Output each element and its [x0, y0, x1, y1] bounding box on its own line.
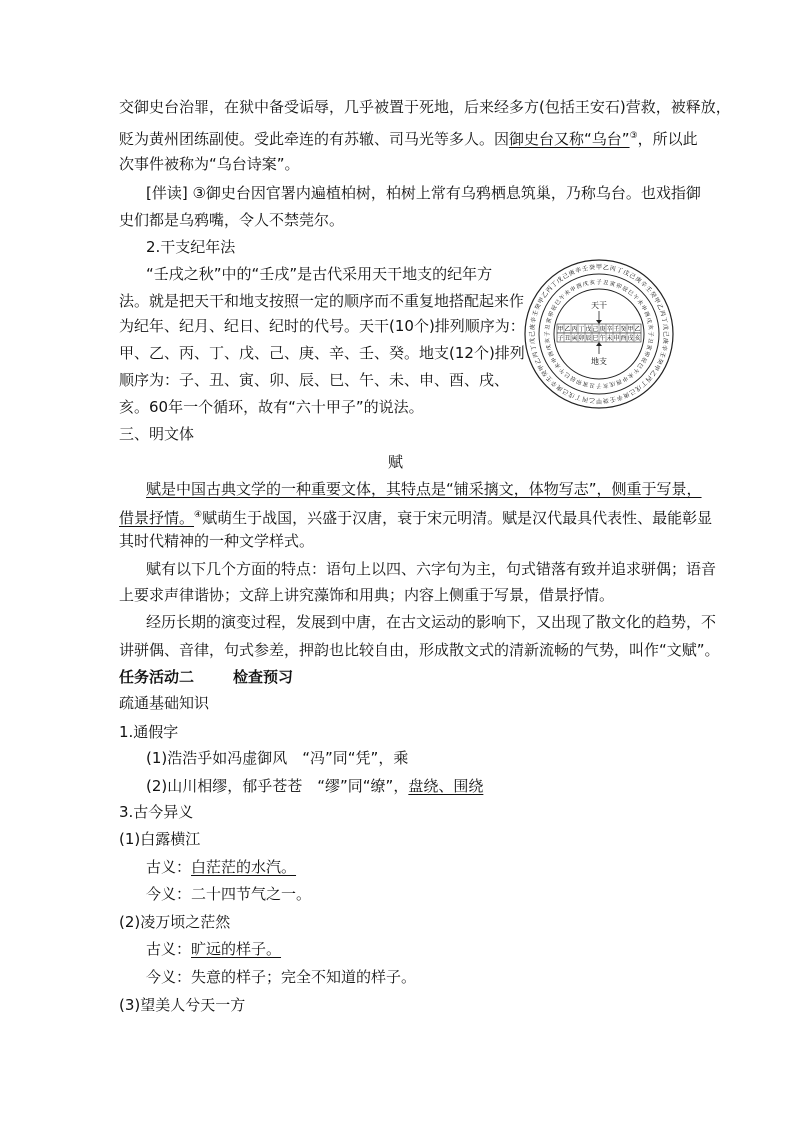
wheel-cell-glyph: 申 [613, 335, 620, 342]
reading-note: [伴读] ③御史台因官署内遍植柏树，柏树上常有乌鸦栖息筑巢，乃称乌台。也戏指御 [146, 184, 701, 202]
wheel-glyph: 乙 [588, 396, 596, 404]
wheel-cell-glyph: 戊 [585, 326, 592, 333]
wheel-glyph: 甲 [536, 296, 546, 306]
list-heading: 1.通假字 [119, 723, 179, 741]
para-line: 赋是中国古典文学的一种重要文体，其特点是“铺采摛文，体物写志”，侧重于写景， [146, 480, 702, 498]
wheel-cell-glyph: 卯 [578, 335, 585, 342]
wheel-glyph: 戊 [555, 275, 565, 285]
wheel-glyph: 丑 [589, 381, 596, 389]
list-item [146, 939, 281, 959]
para-line: 赋有以下几个方面的特点：语句上以四、六字句为主，句式错落有致并追求骈偶；语音 [146, 560, 717, 578]
wheel-glyph: 辛 [638, 279, 649, 290]
wheel-glyph: 卯 [547, 310, 556, 319]
text-run: 古义： [146, 858, 192, 876]
para-line: 为纪年、纪月、纪日、纪时的代号。天干(10个)排列顺序为： [119, 317, 525, 335]
wheel-cell-glyph: 亥 [634, 335, 641, 342]
wheel-glyph: 庚 [661, 337, 669, 345]
wheel-glyph: 庚 [529, 323, 537, 331]
list-item: (1)白露横江 [119, 830, 201, 848]
footnote-marker: ④ [194, 510, 203, 520]
para-line [119, 505, 712, 528]
wheel-glyph: 辛 [549, 378, 560, 389]
list-item: 今义：失意的样子；完全不知道的样子。 [146, 968, 417, 986]
reading-note: 史们都是乌鸦嘴，令人不禁莞尔。 [119, 211, 345, 229]
wheel-glyph: 己 [561, 271, 571, 281]
subsection-title: 赋 [388, 453, 404, 471]
wheel-glyph: 戌 [644, 317, 652, 325]
tiangan-label: 天干 [591, 301, 607, 310]
wheel-glyph: 丙 [643, 373, 654, 384]
wheel-cell-glyph: 甲 [627, 326, 634, 333]
wheel-glyph: 丁 [638, 378, 649, 389]
wheel-glyph: 庚 [633, 275, 643, 285]
wheel-glyph: 戌 [582, 280, 590, 289]
wheel-glyph: 寅 [644, 343, 653, 351]
underlined-text: 御史台又称“乌台” [509, 130, 630, 148]
wheel-cell-glyph: 戌 [627, 335, 634, 342]
wheel-glyph: 午 [631, 366, 640, 375]
wheel-glyph: 卯 [614, 282, 623, 291]
list-item [146, 776, 483, 796]
wheel-glyph: 乙 [540, 290, 550, 300]
wheel-glyph: 甲 [652, 296, 662, 306]
wheel-glyph: 己 [627, 387, 637, 397]
wheel-glyph: 癸 [602, 396, 610, 404]
task-subheading: 疏通基础知识 [119, 694, 210, 712]
wheel-glyph: 甲 [595, 264, 603, 271]
text-run: (2)山川相缪，郁乎苍苍 “缪”同“缭”， [146, 777, 409, 795]
wheel-glyph: 巳 [635, 361, 644, 370]
wheel-glyph: 子 [596, 382, 602, 389]
wheel-glyph: 壬 [643, 284, 654, 295]
para-line [119, 126, 698, 149]
wheel-glyph: 辛 [615, 392, 624, 402]
wheel-glyph: 亥 [544, 337, 552, 344]
wheel-cell-glyph: 午 [599, 335, 606, 342]
wheel-glyph: 丑 [602, 279, 609, 287]
wheel-glyph: 午 [558, 366, 567, 375]
wheel-glyph: 乙 [602, 264, 610, 272]
para-line: 次事件被称为“乌台诗案”。 [119, 155, 300, 173]
wheel-glyph: 戊 [529, 337, 537, 345]
para-line: 讲骈偶、音律，句式参差，押韵也比较自由，形成散文式的清新流畅的气势，叫作“文赋”。 [119, 641, 720, 659]
wheel-cell-glyph: 壬 [613, 326, 620, 333]
wheel-glyph: 午 [631, 293, 640, 302]
wheel-glyph: 甲 [652, 362, 662, 372]
wheel-glyph: 壬 [531, 309, 541, 318]
text-run: 赋萌生于战国，兴盛于汉唐，衰于宋元明清。赋是汉代最具代表性、最能彰显 [202, 509, 713, 527]
wheel-glyph: 申 [639, 304, 648, 313]
underlined-text: 借景抒情。 [119, 509, 195, 527]
para-line: 上要求声律谐协；文辞上讲究藻饰和用典；内容上侧重于写景，借景抒情。 [119, 586, 615, 604]
wheel-glyph: 丙 [531, 350, 541, 359]
wheel-glyph: 丁 [615, 266, 624, 276]
para-line: 顺序为：子、丑、寅、卯、辰、巳、午、未、申、酉、戌、 [119, 371, 510, 389]
wheel-cell-glyph: 丁 [578, 326, 585, 333]
wheel-cell-glyph: 酉 [620, 335, 627, 342]
wheel-cell-glyph: 寅 [571, 335, 578, 342]
wheel-cell-glyph: 己 [592, 326, 599, 333]
para-line: 经历长期的演变过程，发展到中唐，在古文运动的影响下，又出现了散文化的趋势，不 [146, 613, 717, 631]
wheel-cell-glyph: 癸 [620, 326, 627, 333]
wheel-glyph: 戌 [545, 343, 554, 351]
underlined-text: 盘绕、围绕 [408, 777, 484, 795]
wheel-glyph: 丁 [574, 392, 583, 402]
wheel-glyph: 午 [558, 293, 567, 302]
wheel-glyph: 卯 [575, 377, 584, 385]
wheel-glyph: 戌 [608, 379, 616, 387]
stems-cells [557, 324, 640, 333]
para-line: 甲、乙、丙、丁、戊、己、庚、辛、壬、癸。地支(12个)排列 [119, 344, 525, 362]
wheel-cell-glyph: 丑 [564, 335, 571, 342]
list-item [146, 857, 296, 877]
ganzhi-wheel-figure [523, 258, 675, 410]
wheel-glyph: 酉 [642, 310, 651, 319]
wheel-glyph: 酉 [614, 377, 623, 385]
wheel-cell-glyph: 庚 [599, 326, 606, 333]
wheel-glyph: 辰 [569, 374, 578, 383]
wheel-glyph: 癸 [655, 356, 665, 366]
list-heading: 3.古今异义 [119, 803, 194, 821]
wheel-glyph: 申 [569, 285, 578, 294]
wheel-glyph: 庚 [621, 390, 631, 400]
wheel-glyph: 丙 [609, 264, 617, 274]
wheel-glyph: 甲 [595, 397, 603, 404]
task-title: 检查预习 [233, 668, 294, 686]
wheel-glyph: 亥 [602, 381, 609, 389]
wheel-glyph: 酉 [575, 282, 584, 291]
task-label: 任务活动二 [119, 668, 195, 686]
footnote-marker: ③ [629, 131, 638, 141]
text-run: 古义： [146, 940, 192, 958]
wheel-cell-glyph: 子 [557, 335, 564, 342]
wheel-glyph: 子 [596, 279, 602, 286]
section-heading: 2.干支纪年法 [146, 238, 236, 256]
wheel-glyph: 未 [554, 361, 563, 370]
wheel-glyph: 巳 [626, 289, 635, 298]
wheel-glyph: 丁 [659, 316, 669, 324]
wheel-glyph: 丙 [657, 309, 667, 318]
wheel-cell-glyph: 辛 [606, 326, 613, 333]
wheel-glyph: 癸 [648, 290, 658, 300]
wheel-cell-glyph: 辰 [585, 335, 592, 342]
wheel-glyph: 亥 [646, 324, 654, 331]
text-run: ，所以此 [637, 130, 698, 148]
wheel-glyph: 丁 [549, 279, 560, 290]
wheel-glyph: 子 [544, 331, 551, 337]
wheel-glyph: 丁 [529, 344, 539, 352]
text-run: 贬为黄州团练副使。受此牵连的有苏辙、司马光等多人。因 [119, 130, 510, 148]
wheel-glyph: 申 [550, 355, 559, 364]
wheel-glyph: 巳 [563, 370, 572, 379]
wheel-glyph: 庚 [555, 383, 565, 393]
list-item: (3)望美人兮天一方 [119, 996, 246, 1014]
wheel-glyph: 申 [620, 374, 629, 383]
wheel-glyph: 寅 [546, 317, 554, 325]
para-line: 交御史台治罪，在狱中备受诟辱，几乎被置于死地，后来经多方(包括王安石)营救，被释放， [119, 98, 731, 116]
wheel-glyph: 壬 [609, 394, 617, 404]
underlined-text: 白茫茫的水汽。 [191, 858, 297, 876]
wheel-glyph: 庚 [567, 268, 577, 278]
wheel-glyph: 辛 [574, 266, 583, 276]
wheel-cell-glyph: 乙 [564, 326, 571, 333]
wheel-glyph: 寅 [608, 280, 616, 289]
wheel-cell-glyph: 未 [606, 335, 613, 342]
wheel-glyph: 癸 [588, 264, 596, 272]
wheel-glyph: 壬 [657, 350, 667, 359]
wheel-glyph: 丑 [544, 324, 552, 331]
wheel-glyph: 己 [662, 330, 669, 338]
wheel-cell-glyph: 甲 [557, 326, 564, 333]
underlined-text: 旷远的样子。 [191, 940, 282, 958]
list-item: 今义：二十四节气之一。 [146, 885, 312, 903]
wheel-glyph: 辰 [620, 285, 629, 294]
wheel-glyph: 丙 [581, 394, 589, 404]
wheel-glyph: 乙 [648, 368, 658, 378]
wheel-glyph: 癸 [540, 368, 550, 378]
wheel-glyph: 壬 [581, 264, 589, 274]
wheel-glyph: 未 [563, 289, 572, 298]
wheel-glyph: 丙 [544, 284, 555, 295]
list-item: (1)浩浩乎如冯虚御风 “冯”同“凭”，乘 [146, 749, 409, 767]
wheel-glyph: 壬 [544, 373, 555, 384]
wheel-glyph: 未 [635, 298, 644, 307]
wheel-glyph: 未 [626, 370, 635, 379]
wheel-glyph: 酉 [547, 349, 556, 358]
para-line: 法。就是把天干和地支按照一定的顺序而不重复地搭配起来作 [119, 292, 525, 310]
wheel-glyph: 辰 [639, 355, 648, 364]
wheel-glyph: 戊 [661, 323, 669, 331]
wheel-cell-glyph: 巳 [592, 335, 599, 342]
para-line: “壬戌之秋”中的“壬戌”是古代采用天干地支的纪年方 [146, 265, 493, 283]
wheel-glyph: 子 [647, 331, 654, 337]
wheel-glyph: 辛 [659, 344, 669, 352]
wheel-glyph: 戊 [621, 268, 631, 278]
wheel-glyph: 己 [529, 330, 536, 338]
wheel-glyph: 巳 [554, 298, 563, 307]
para-line: 亥。60年一个循环，故有“六十甲子”的说法。 [119, 398, 424, 416]
para-line: 其时代精神的一种文学样式。 [119, 532, 315, 550]
wheel-cell-glyph: 乙 [634, 326, 641, 333]
wheel-cell-glyph: 丙 [571, 326, 578, 333]
wheel-glyph: 丑 [646, 337, 654, 344]
list-item: (2)凌万顷之茫然 [119, 913, 231, 931]
wheel-glyph: 亥 [589, 279, 596, 287]
wheel-glyph: 甲 [536, 362, 546, 372]
wheel-glyph: 癸 [533, 302, 543, 312]
branches-cells [557, 333, 640, 342]
wheel-glyph: 辰 [550, 304, 559, 313]
wheel-glyph: 己 [561, 387, 571, 397]
wheel-glyph: 己 [627, 271, 637, 281]
section-heading: 三、明文体 [119, 425, 195, 443]
wheel-glyph: 辛 [529, 316, 539, 324]
wheel-glyph: 乙 [655, 302, 665, 312]
wheel-glyph: 卯 [642, 349, 651, 358]
wheel-glyph: 寅 [582, 379, 590, 387]
wheel-glyph: 戊 [633, 383, 643, 393]
dizhi-label: 地支 [591, 357, 607, 366]
wheel-glyph: 戊 [567, 390, 577, 400]
wheel-glyph: 乙 [533, 356, 543, 366]
